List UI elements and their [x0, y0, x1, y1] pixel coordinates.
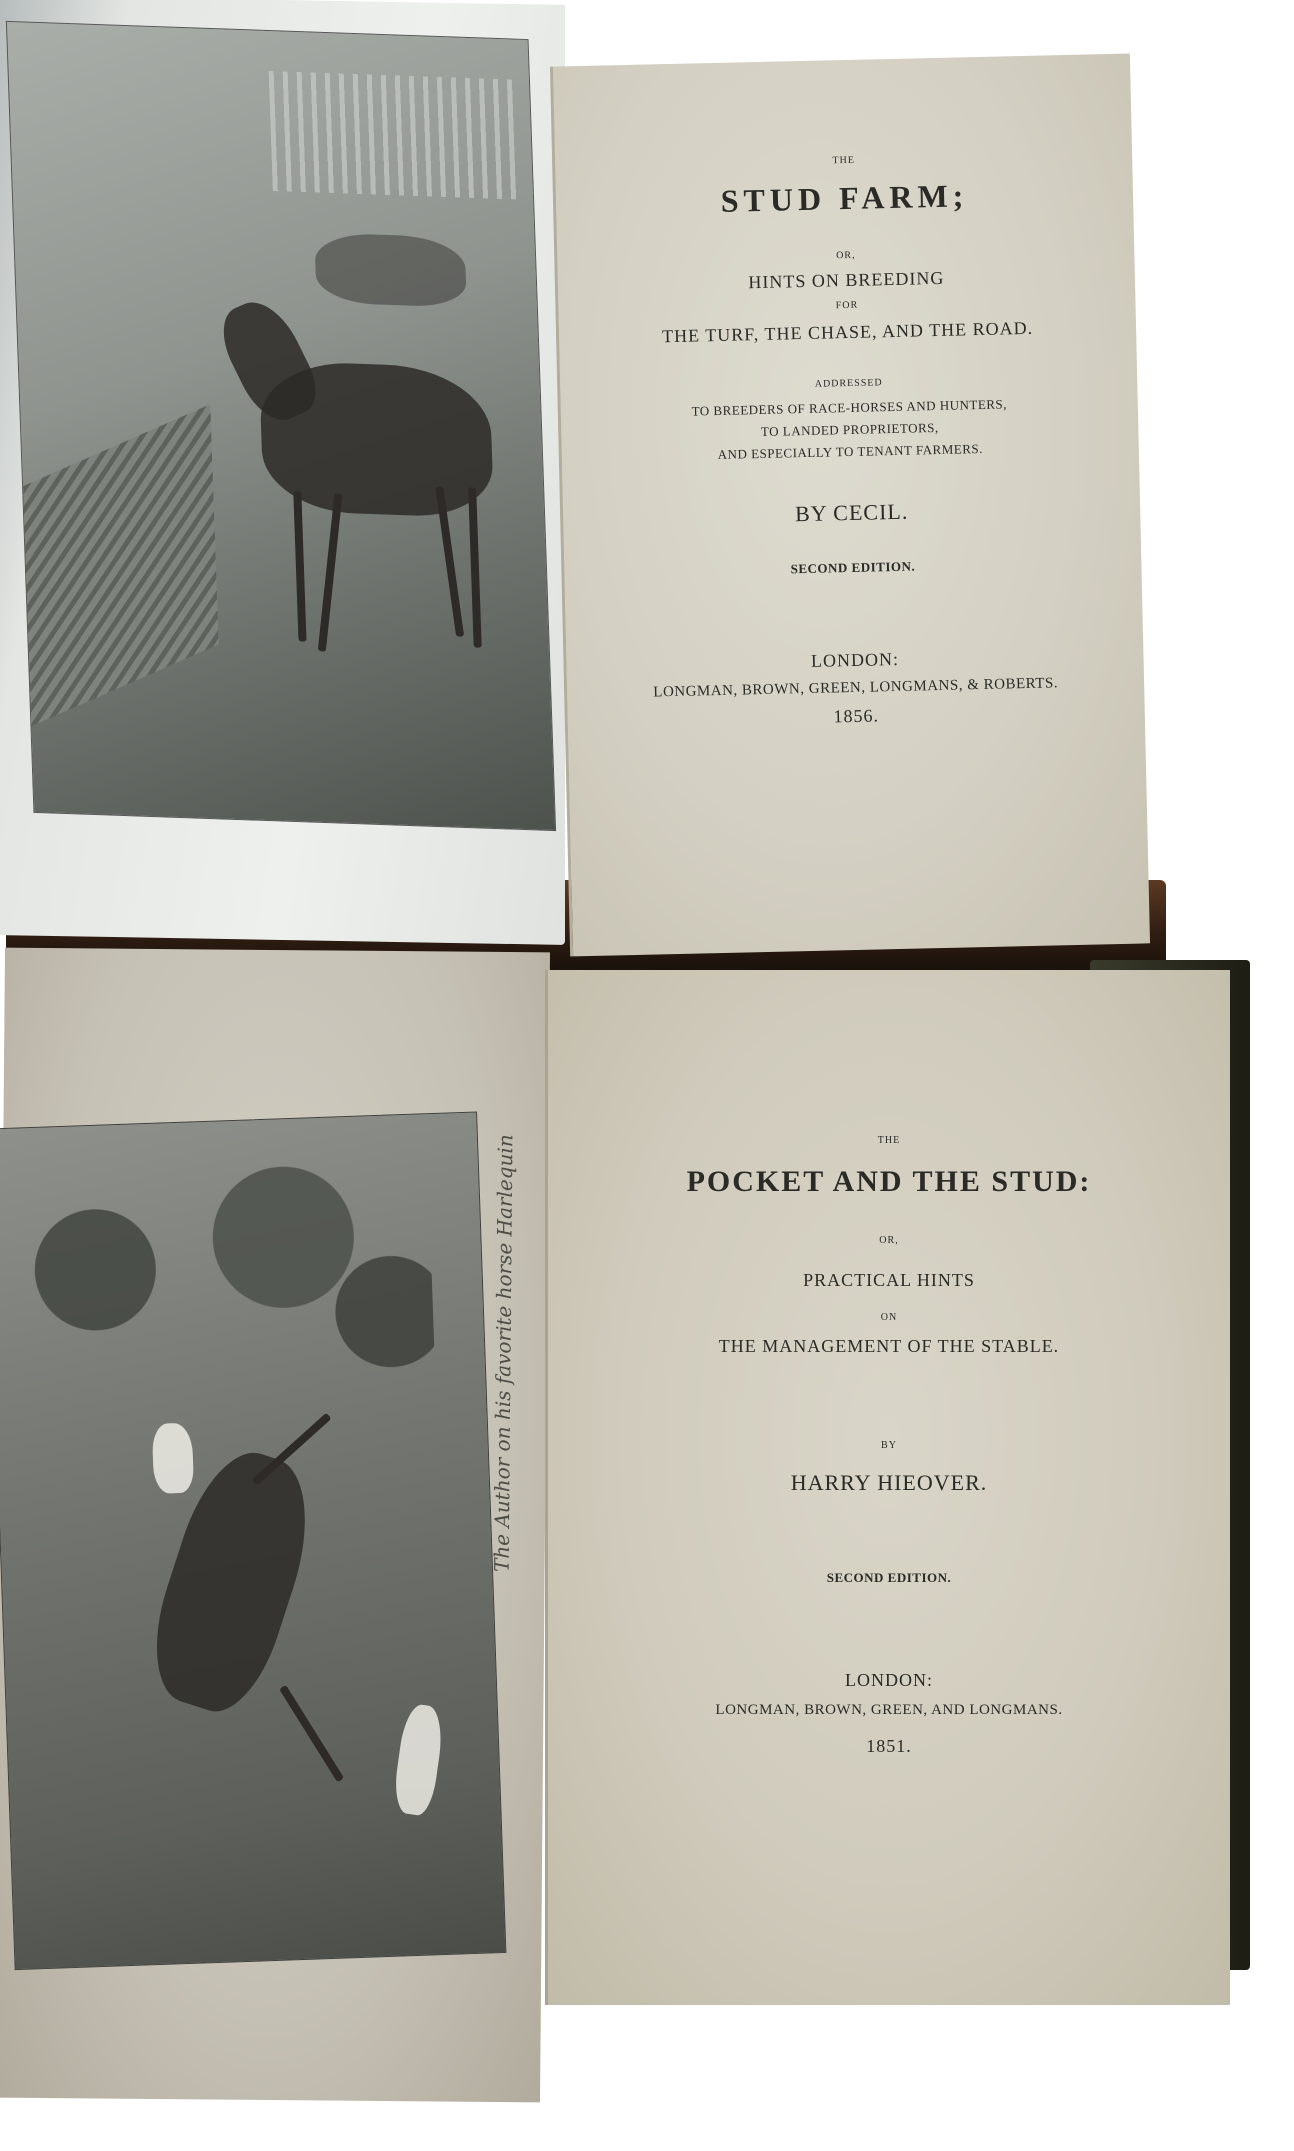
rider: [152, 1423, 194, 1494]
book-stud-farm: [0, 0, 1294, 1000]
book-title: POCKET AND THE STUD:: [686, 1165, 1092, 1198]
subtitle-line-1: HINTS ON BREEDING: [748, 267, 945, 293]
horse-leg: [318, 493, 343, 652]
title-or: OR,: [836, 249, 856, 262]
addressed-line: TO BREEDERS OF RACE-HORSES AND HUNTERS,: [691, 396, 1008, 419]
edition: SECOND EDITION.: [790, 558, 916, 577]
horse-leg: [293, 491, 306, 641]
frontispiece-page: [0, 948, 550, 2103]
engraving-horses-stable: [6, 21, 556, 831]
imprint-year: 1851.: [866, 1736, 912, 1756]
engraving-hunting-scene: [0, 1111, 506, 1970]
edition: SECOND EDITION.: [826, 1570, 952, 1585]
addressed-line: TO LANDED PROPRIETORS,: [760, 419, 939, 439]
book-pocket-and-stud: [0, 940, 1294, 2151]
imprint-publisher: LONGMAN, BROWN, GREEN, LONGMANS, & ROBERTS.: [653, 675, 1059, 701]
title-by: BY: [881, 1440, 897, 1451]
author: HARRY HIEOVER.: [790, 1470, 988, 1495]
addressed-line: AND ESPECIALLY TO TENANT FARMERS.: [717, 440, 984, 462]
frontispiece-page: [0, 0, 565, 945]
book-title: STUD FARM;: [720, 177, 969, 219]
horse-leg: [279, 1685, 344, 1783]
subtitle-line-2: THE TURF, THE CHASE, AND THE ROAD.: [661, 317, 1034, 347]
imprint-city: LONDON:: [810, 648, 900, 671]
title-on: ON: [880, 1312, 898, 1323]
imprint-publisher: LONGMAN, BROWN, GREEN, AND LONGMANS.: [715, 1702, 1063, 1718]
author: BY CECIL.: [794, 498, 909, 527]
imprint-year: 1856.: [833, 705, 880, 727]
subtitle-line-1: PRACTICAL HINTS: [803, 1270, 975, 1290]
title-addressed: ADDRESSED: [814, 377, 883, 390]
frontispiece-caption: The Author on his favorite horse Harlequin: [489, 1134, 518, 1573]
imprint-city: LONDON:: [845, 1670, 933, 1690]
title-page-stud-farm: [550, 54, 1150, 957]
title-page-pocket-and-stud: [545, 970, 1230, 2005]
horse-background: [314, 232, 467, 307]
title-the: THE: [877, 1135, 901, 1146]
horse-neck: [210, 292, 327, 430]
subtitle-line-2: THE MANAGEMENT OF THE STABLE.: [718, 1336, 1060, 1356]
fence: [269, 71, 523, 200]
hound: [391, 1703, 446, 1817]
title-for: FOR: [835, 299, 859, 312]
stable-roof: [23, 404, 219, 726]
horse-leg: [468, 487, 482, 647]
trees: [8, 1154, 437, 1428]
title-the: THE: [832, 154, 856, 167]
title-or: OR,: [879, 1235, 899, 1246]
